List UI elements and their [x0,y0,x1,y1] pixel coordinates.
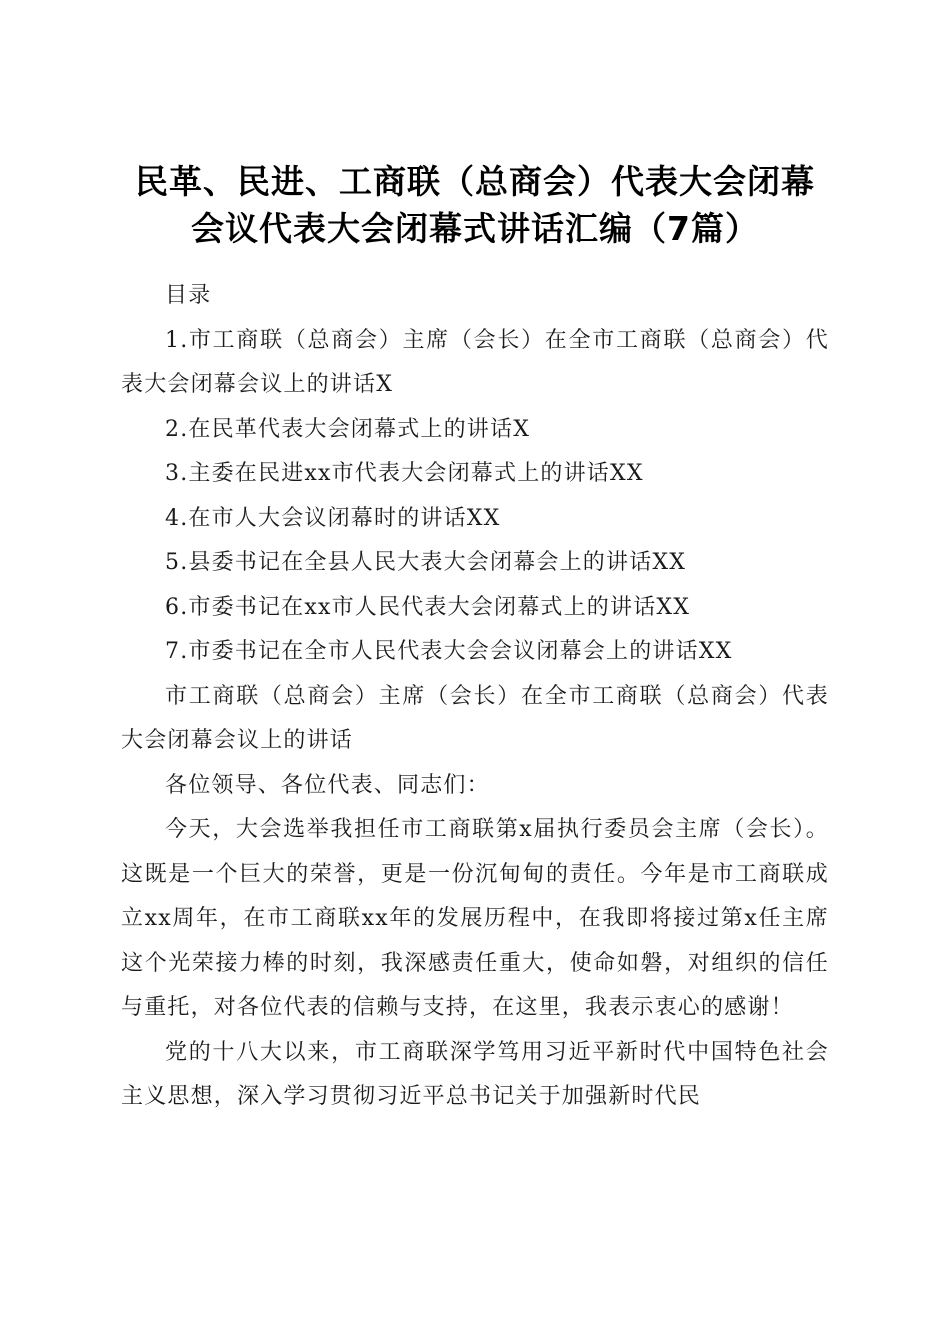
toc-item-2: 2.在民革代表大会闭幕式上的讲话X [165,416,531,442]
toc-heading: 目录 [165,283,212,308]
toc-item-4: 4.在市人大会议闭幕时的讲话XX [165,505,501,531]
title-line-2: 会议代表大会闭幕式讲话汇编（7篇） [191,209,759,249]
body-paragraph-1: 今天，大会选举我担任市工商联第x届执行委员会主席（会长）。这既是一个巨大的荣誉，更是一份沉甸甸的责任。今年是市工商联成立xx周年，在市工商联xx年的发展历程中，在我即将接过第x任主席这个光荣接力棒的时刻，我深感责任重大，使命如磐，对组织的信任与重托，对各位代表的信赖与支持，在这里，我表示衷心的感谢！ [121,817,829,1020]
body-paragraph-2: 党的十八大以来，市工商联深学笃用习近平新时代中国特色社会主义思想，深入学习贯彻习近平总书记关于加强新时代民 [121,1039,829,1109]
document-title [110,158,840,252]
salutation: 各位领导、各位代表、同志们： [165,772,490,798]
toc-item-5: 5.县委书记在全县人民大表大会闭幕会上的讲话XX [165,550,687,575]
toc-item-6: 6.市委书记在xx市人民代表大会闭幕式上的讲话XX [165,594,691,620]
toc-item-3: 3.主委在民进xx市代表大会闭幕式上的讲话XX [165,461,644,486]
toc-item-7: 7.市委书记在全市人民代表大会会议闭幕会上的讲话XX [165,639,733,664]
toc-item-1: 1.市工商联（总商会）主席（会长）在全市工商联（总商会）代表大会闭幕会议上的讲话X [121,327,829,397]
title-line-1: 民革、民进、工商联（总商会）代表大会闭幕 [135,162,815,202]
document-body [121,274,829,1120]
section-heading: 市工商联（总商会）主席（会长）在全市工商联（总商会）代表大会闭幕会议上的讲话 [121,683,829,753]
